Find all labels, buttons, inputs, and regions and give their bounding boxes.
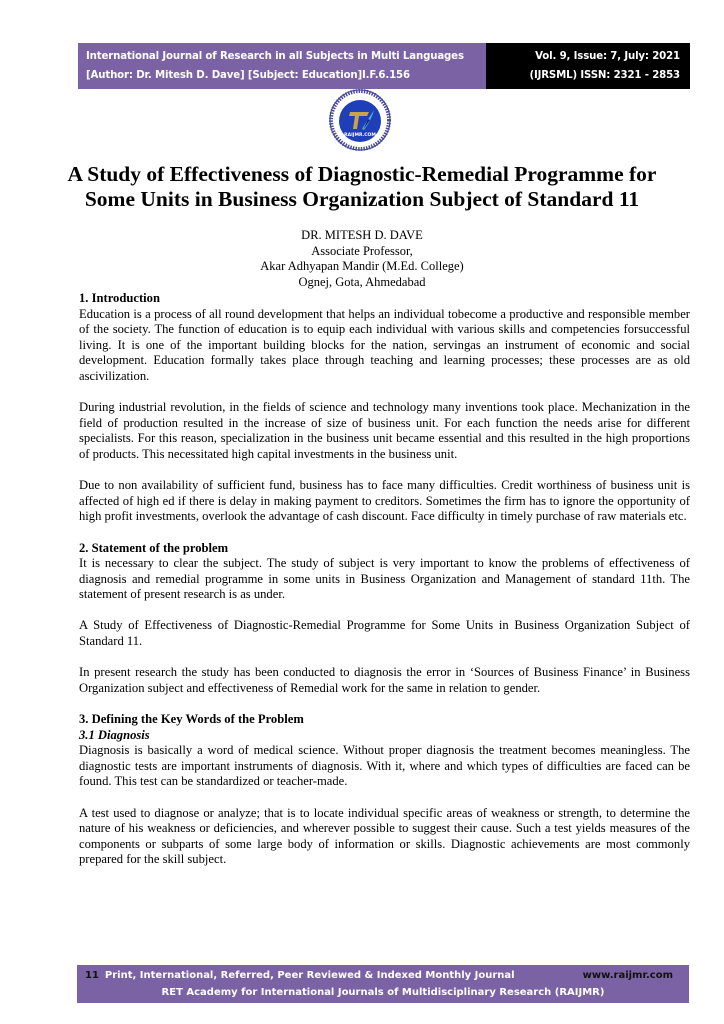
page-number: 11 bbox=[85, 970, 99, 981]
paragraph: It is necessary to clear the subject. The study of subject is very important to know the problems of effectiveness of diagnosis and remedial programme in some units in Business Organization and Management of standard 11th. The statement of present research is as under. bbox=[79, 556, 690, 602]
paper-title bbox=[60, 162, 664, 212]
paragraph: In present research the study has been conducted to diagnosis the error in ‘Sources of Business Finance’ in Business Organization subject and effectiveness of Remedial work for the same in relation to gender. bbox=[79, 665, 690, 695]
raijmr-seal-logo-icon bbox=[329, 89, 391, 151]
author-name: DR. MITESH D. DAVE bbox=[301, 228, 423, 242]
journal-name: International Journal of Research in all Subjects in Multi Languages bbox=[86, 51, 464, 62]
section-heading-key-words: 3. Defining the Key Words of the Problem bbox=[79, 712, 304, 727]
logo-text: RAIJMR.COM bbox=[344, 133, 376, 138]
journal-footer bbox=[77, 965, 689, 1003]
journal-header bbox=[78, 43, 690, 89]
paragraph: Education is a process of all round development that helps an individual tobecome a productive and responsible member of the society. The function of education is to equip each individual with various skills and competencies forsuccessful living. It is one of the important building blocks for the nation, servingas an instrument of economic and social development. Education formally takes place through teaching and learning processes; these processes are as old ascivilization. bbox=[79, 306, 690, 383]
issn: (IJRSML) ISSN: 2321 - 2853 bbox=[529, 70, 680, 81]
website-link[interactable]: www.raijmr.com bbox=[582, 970, 673, 981]
section-heading-statement-of-problem: 2. Statement of the problem bbox=[79, 540, 229, 555]
paragraph: A Study of Effectiveness of Diagnostic-Remedial Programme for Some Units in Business Organization Subject of Standard 11. bbox=[79, 618, 690, 649]
title-line-2: Some Units in Business Organization Subject of Standard 11 bbox=[84, 187, 640, 211]
journal-info-box bbox=[78, 43, 486, 89]
author-position: Associate Professor, bbox=[311, 243, 413, 258]
paragraph: Diagnosis is basically a word of medical science. Without proper diagnosis the treatment becomes meaningless. The diagnostic tests are important instruments of diagnosis. With it, where and which types of difficulties are faced can be found. This test can be standardized or teacher-made. bbox=[79, 743, 690, 789]
paragraph: During industrial revolution, in the fields of science and technology many inventions took place. Mechanization in the field of production resulted in the increase of size of business unit. For each function the needs arise for different specialists. For this reason, specialization in the business unit became essential and this resulted in the high proportions of products. This necessitated high capital investments in the business unit. bbox=[79, 400, 690, 461]
paragraph: A test used to diagnose or analyze; that is to locate individual specific areas of weakness or strength, to determine the nature of his weakness or deficiencies, and wherever possible to suggest their cause. Such a test yields measures of the components or subparts of some large body of information or skills. Diagnostic achievements are most commonly prepared for the skill subject. bbox=[79, 805, 690, 867]
section-heading-introduction: 1. Introduction bbox=[79, 291, 160, 305]
volume-issue: Vol. 9, Issue: 7, July: 2021 bbox=[535, 51, 680, 62]
footer-journal-description: Print, International, Referred, Peer Reviewed & Indexed Monthly Journal bbox=[104, 970, 515, 981]
title-line-1: A Study of Effectiveness of Diagnostic-Remedial Programme for bbox=[67, 162, 657, 186]
paragraph: Due to non availability of sufficient fund, business has to face many difficulties. Credit worthiness of business unit is affected of high ed if there is delay in making payment to creditors. Sometimes the firm has to ignore the opportunity of high profit investments, overlook the advantage of cash discount. Face difficulty in timely purchase of raw materials etc. bbox=[79, 478, 690, 524]
journal-author-subject: [Author: Dr. Mitesh D. Dave] [Subject: Education]I.F.6.156 bbox=[86, 70, 410, 81]
author-block bbox=[60, 228, 664, 290]
paper-body bbox=[79, 291, 690, 868]
author-institution: Akar Adhyapan Mandir (M.Ed. College) bbox=[260, 259, 464, 273]
author-location: Ognej, Gota, Ahmedabad bbox=[298, 274, 426, 289]
footer-publisher: RET Academy for International Journals of Multidisciplinary Research (RAIJMR) bbox=[161, 987, 605, 998]
issue-info-box bbox=[486, 43, 690, 89]
subsection-heading-diagnosis: 3.1 Diagnosis bbox=[79, 727, 150, 742]
